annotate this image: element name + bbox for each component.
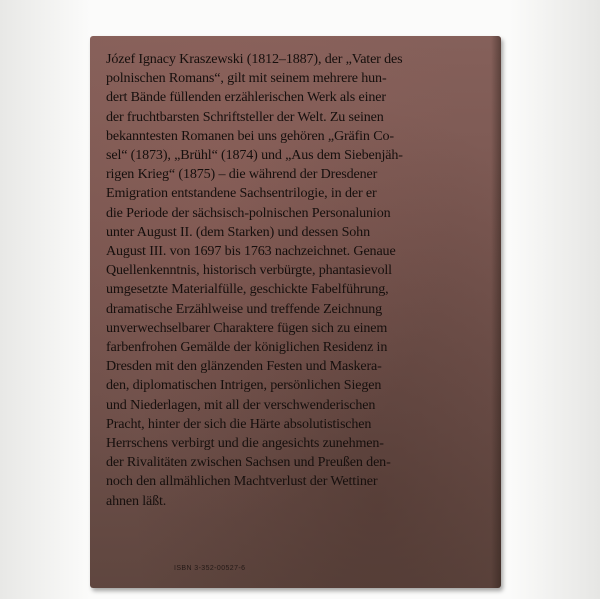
blurb-line: Emigration entstandene Sachsentrilogie, in der er: [106, 185, 377, 202]
blurb-line: ahnen läßt.: [106, 492, 167, 509]
blurb-line: und Niederlagen, mit all der verschwenderischen: [106, 396, 376, 413]
blurb-line: dramatische Erzählweise und treffende Zeichnung: [106, 300, 383, 317]
blurb-text: [106, 50, 498, 511]
blurb-line: Pracht, hinter der sich die Härte absolutistischen: [106, 415, 372, 432]
book-back-cover: [90, 36, 501, 588]
blurb-line: Herrschens verbirgt und die angesichts zunehmen-: [106, 435, 384, 452]
blurb-line: Józef Ignacy Kraszewski (1812–1887), der „Vater des: [106, 51, 403, 67]
isbn-label: ISBN 3-352-00527-6: [174, 565, 246, 572]
blurb-line: sel“ (1873), „Brühl“ (1874) und „Aus dem Siebenjäh-: [106, 147, 403, 164]
blurb-line: die Periode der sächsisch-polnischen Personalunion: [106, 204, 391, 221]
blurb-line: Dresden mit den glänzenden Festen und Maskera-: [106, 358, 382, 375]
blurb-line: Quellenkenntnis, historisch verbürgte, phantasievoll: [106, 262, 392, 279]
blurb-line: den, diplomatischen Intrigen, persönlichen Siegen: [106, 377, 382, 394]
blurb-line: unter August II. (dem Starken) und dessen Sohn: [106, 223, 370, 240]
blurb-line: dert Bände füllenden erzählerischen Werk als einer: [106, 89, 386, 106]
blurb-line: umgesetzte Materialfülle, geschickte Fabelführung,: [106, 281, 389, 298]
blurb-line: rigen Krieg“ (1875) – die während der Dresdener: [106, 166, 378, 183]
blurb-line: polnischen Romans“, gilt mit seinem mehrere hun-: [106, 70, 387, 87]
blurb-line: farbenfrohen Gemälde der königlichen Residenz in: [106, 339, 388, 356]
blurb-line: der Rivalitäten zwischen Sachsen und Preußen den-: [106, 454, 391, 471]
blurb-line: unverwechselbarer Charaktere fügen sich zu einem: [106, 319, 388, 336]
blurb-line: bekanntesten Romanen bei uns gehören „Gräfin Co-: [106, 127, 394, 144]
blurb-line: der fruchtbarsten Schriftsteller der Welt. Zu seinen: [106, 108, 384, 125]
blurb-line: August III. von 1697 bis 1763 nachzeichnet. Genaue: [106, 243, 396, 260]
blurb-line: noch den allmählichen Machtverlust der Wettiner: [106, 473, 378, 490]
